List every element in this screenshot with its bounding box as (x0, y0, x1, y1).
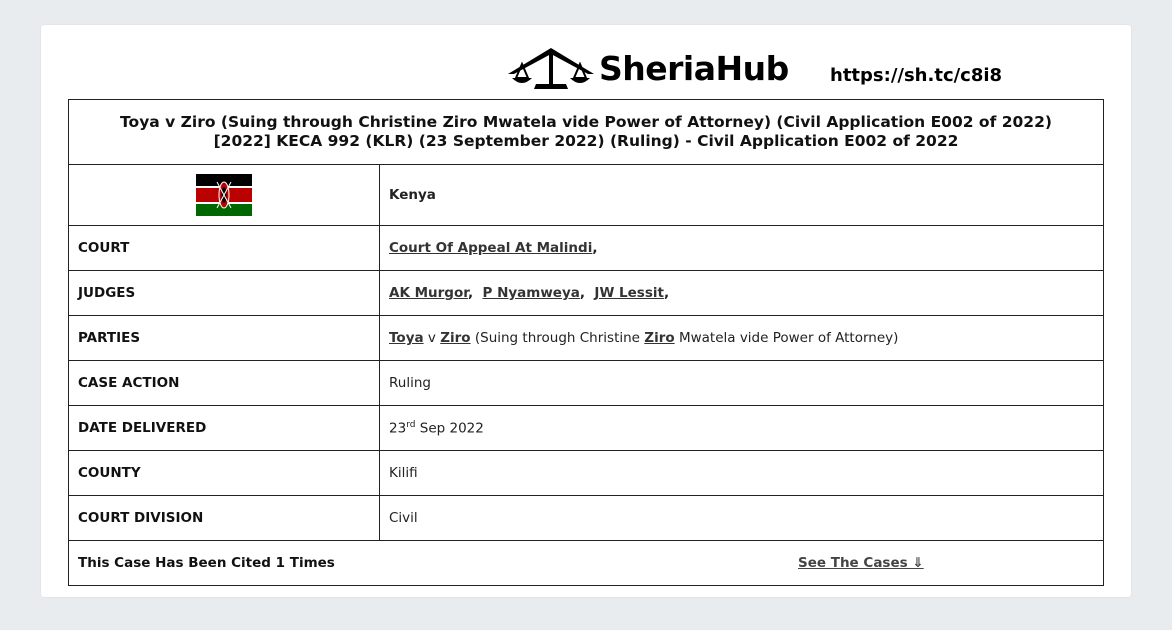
court-division-label: COURT DIVISION (69, 496, 380, 541)
judges-label: JUDGES (69, 271, 380, 316)
date-suffix: rd (406, 419, 416, 430)
court-value-cell: Court Of Appeal At Malindi, (380, 226, 1104, 271)
date-day: 23 (389, 420, 407, 437)
parties-end: Mwatela vide Power of Attorney) (678, 330, 899, 346)
court-label: COURT (69, 226, 380, 271)
party-link-1[interactable]: Toya (389, 330, 424, 346)
see-the-cases-link[interactable]: See The Cases ⇓ (798, 555, 924, 571)
case-title-line1: Toya v Ziro (Suing through Christine Ziro Mwatela vide Power of Attorney) (Civil Application E002 of 2022) (120, 113, 1052, 131)
date-delivered-label: DATE DELIVERED (69, 406, 380, 451)
case-action-value: Ruling (380, 361, 1104, 406)
case-card (41, 25, 1131, 597)
case-action-label: CASE ACTION (69, 361, 380, 406)
parties-middle: (Suing through Christine (474, 330, 640, 346)
cited-count-text: This Case Has Been Cited 1 Times (78, 555, 335, 571)
date-rest: Sep 2022 (419, 420, 484, 437)
court-link[interactable]: Court Of Appeal At Malindi (389, 240, 593, 256)
party-link-2[interactable]: Ziro (440, 330, 471, 346)
parties-value-cell (380, 316, 1104, 361)
county-label: COUNTY (69, 451, 380, 496)
party-link-3[interactable]: Ziro (644, 330, 675, 346)
case-details-table (68, 99, 1104, 586)
judge-link-3[interactable]: JW Lessit (594, 285, 664, 301)
judge-link-1[interactable]: AK Murgor (389, 285, 468, 301)
country-value: Kenya (380, 165, 1104, 226)
date-delivered-value (380, 406, 1104, 451)
scales-of-justice-icon (506, 46, 596, 90)
page-header (41, 25, 1131, 99)
case-title (69, 100, 1104, 165)
sheriahub-logo[interactable] (506, 43, 789, 93)
cited-row (69, 541, 1104, 586)
court-division-value: Civil (380, 496, 1104, 541)
parties-v: v (427, 330, 436, 346)
flag-cell (69, 165, 380, 226)
case-title-line2: [2022] KECA 992 (KLR) (23 September 2022) (Ruling) - Civil Application E002 of 2022 (213, 132, 959, 150)
judges-value-cell: AK Murgor, P Nyamweya, JW Lessit, (380, 271, 1104, 316)
county-value: Kilifi (380, 451, 1104, 496)
logo-text: SheriaHub (599, 48, 789, 88)
short-url[interactable]: https://sh.tc/c8i8 (830, 65, 1003, 86)
kenya-flag-icon (196, 174, 252, 216)
parties-label: PARTIES (69, 316, 380, 361)
judge-link-2[interactable]: P Nyamweya (482, 285, 580, 301)
